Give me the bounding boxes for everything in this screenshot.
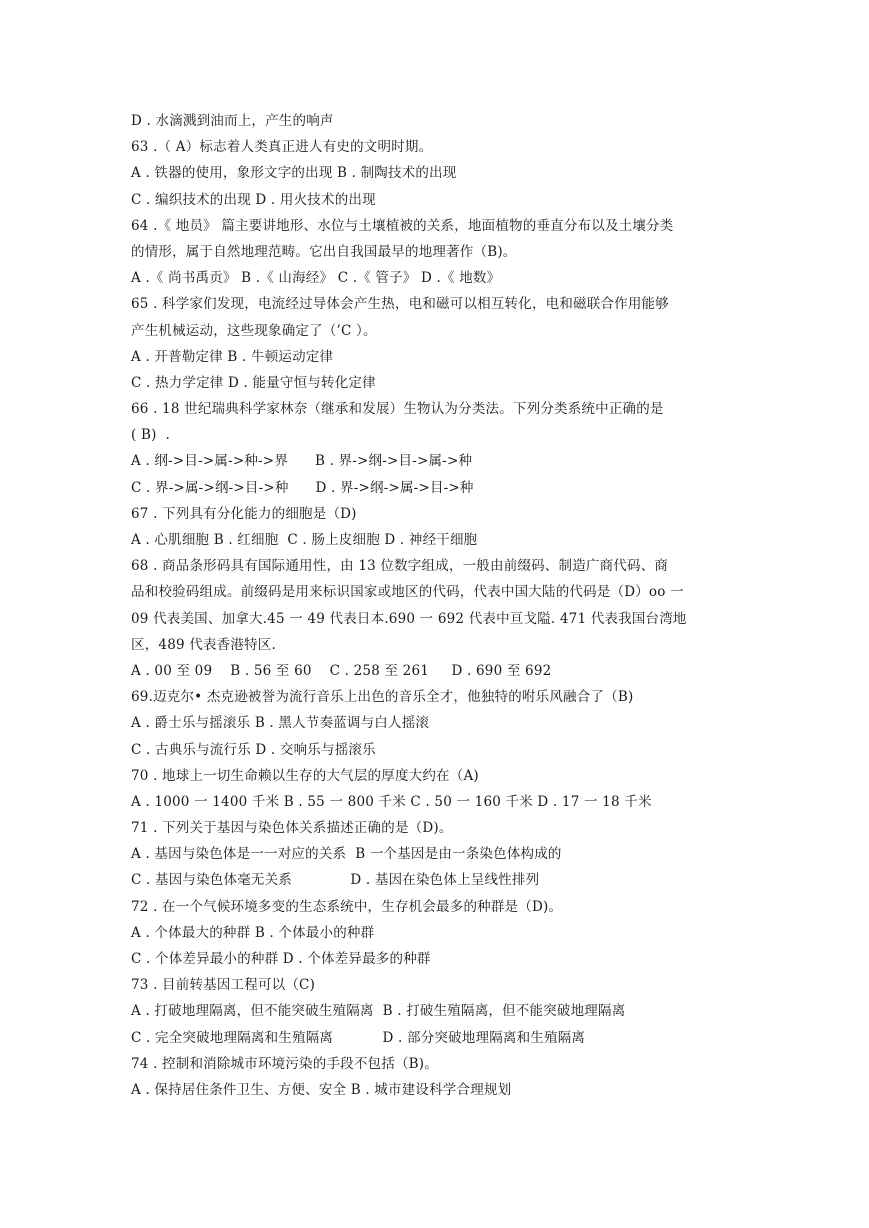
options-line: A . 开普勒定律 B . 牛顿运动定律 <box>131 348 334 365</box>
text-line: 的情形，属于自然地理范畴。它出自我国最早的地理著作（B)。 <box>131 243 517 260</box>
options-line: C . 编织技术的出现 D . 用火技术的出现 <box>131 191 376 208</box>
options-line: A . 打破地理隔离，但不能突破生殖隔离 B . 打破生殖隔离，但不能突破地理隔离 <box>131 1003 626 1020</box>
options-line: A . 纲->目->属->种->界 B . 界->纲->目->属->种 <box>131 453 473 470</box>
options-line: C . 界->属->纲->目->种 D . 界->纲->属->目->种 <box>131 479 474 496</box>
options-line: A . 基因与染色体是一一对应的关系 B 一个基因是由一条染色体构成的 <box>131 846 562 863</box>
options-line: A . 铁器的使用，象形文字的出现 B . 制陶技术的出现 <box>131 165 457 182</box>
text-line: 产生机械运动，这些现象确定了（’C ）。 <box>131 322 377 339</box>
options-line: A . 1000 一 1400 千米 B . 55 一 800 千米 C . 50 一 160 千米 D . 17 一 18 千米 <box>131 793 652 810</box>
question-66: 66 . 18 世纪瑞典科学家林奈（继承和发展）生物认为分类法。下列分类系统中正确的是 <box>131 401 664 418</box>
text-line: 09 代表美国、加拿大.45 一 49 代表日本.690 一 692 代表中亘戈隘. 471 代表我国台湾地 <box>131 610 687 627</box>
question-63: 63 .（ A）标志着人类真正进人有史的文明时期。 <box>131 139 433 156</box>
options-line: A . 心肌细胞 B . 红细胞 C . 肠上皮细胞 D . 神经干细胞 <box>131 532 478 548</box>
question-71: 71 . 下列关于基因与染色体关系描述正确的是（D)。 <box>131 820 453 837</box>
options-line: A . 00 至 09 B . 56 至 60 C . 258 至 261 D . 690 至 692 <box>131 662 552 679</box>
options-line: C . 热力学定律 D . 能量守恒与转化定律 <box>131 374 376 391</box>
question-64: 64 .《 地员》 篇主要讲地形、水位与土壤植被的关系，地面植物的垂直分布以及土壤分类 <box>131 217 674 234</box>
options-line: C . 基因与染色体毫无关系 D . 基因在染色体上呈线性排列 <box>131 872 540 889</box>
question-69: 69.迈克尔• 杰克逊被誉为流行音乐上出色的音乐全才，他独特的咐乐风融合了（B) <box>131 689 634 706</box>
options-line: C . 古典乐与流行乐 D . 交响乐与摇滚乐 <box>131 741 376 758</box>
question-72: 72 . 在一个气候环境多变的生态系统中，生存机会最多的种群是（D)。 <box>131 898 563 915</box>
question-73: 73 . 目前转基因工程可以（C) <box>131 977 316 994</box>
options-line: A . 爵士乐与摇滚乐 B . 黑人节奏蓝调与白人摇滚 <box>131 715 430 732</box>
question-67: 67 . 下列具有分化能力的细胞是（D) <box>131 505 357 522</box>
question-70: 70 . 地球上一切生命赖以生存的大气层的厚度大约在（A) <box>131 767 479 784</box>
options-line: A . 个体最大的种群 B . 个体最小的种群 <box>131 924 375 941</box>
question-68: 68 . 商品条形码具有国际通用性，由 13 位数字组成，一般由前缀码、制造广商代码、商 <box>131 558 669 575</box>
question-65: 65 . 科学家们发现，电流经过导体会产生热，电和磁可以相互转化，电和磁联合作用能够 <box>131 296 669 313</box>
options-line: C . 个体差异最小的种群 D . 个体差异最多的种群 <box>131 951 431 967</box>
options-line: C . 完全突破地理隔离和生殖隔离 D . 部分突破地理隔离和生殖隔离 <box>131 1029 586 1046</box>
text-line: 品和校验码组成。前缀码是用来标识国家或地区的代码，代表中国大陆的代码是（D）oo 一 <box>131 584 684 601</box>
text-line: 区，489 代表香港特区. <box>131 636 276 653</box>
question-74: 74 . 控制和消除城市环境污染的手段不包括（B)。 <box>131 1055 438 1072</box>
options-line: A .《 尚书禹贡》 B .《 山海经》 C .《 管子》 D .《 地数》 <box>131 270 501 287</box>
options-line: A . 保持居住条件卫生、方便、安全 B . 城市建设科学合理规划 <box>131 1081 512 1098</box>
text-line: ( B) . <box>131 427 171 444</box>
document-body <box>131 108 741 1103</box>
text-line: D . 水滴溅到油而上，产生的响声 <box>131 113 334 129</box>
